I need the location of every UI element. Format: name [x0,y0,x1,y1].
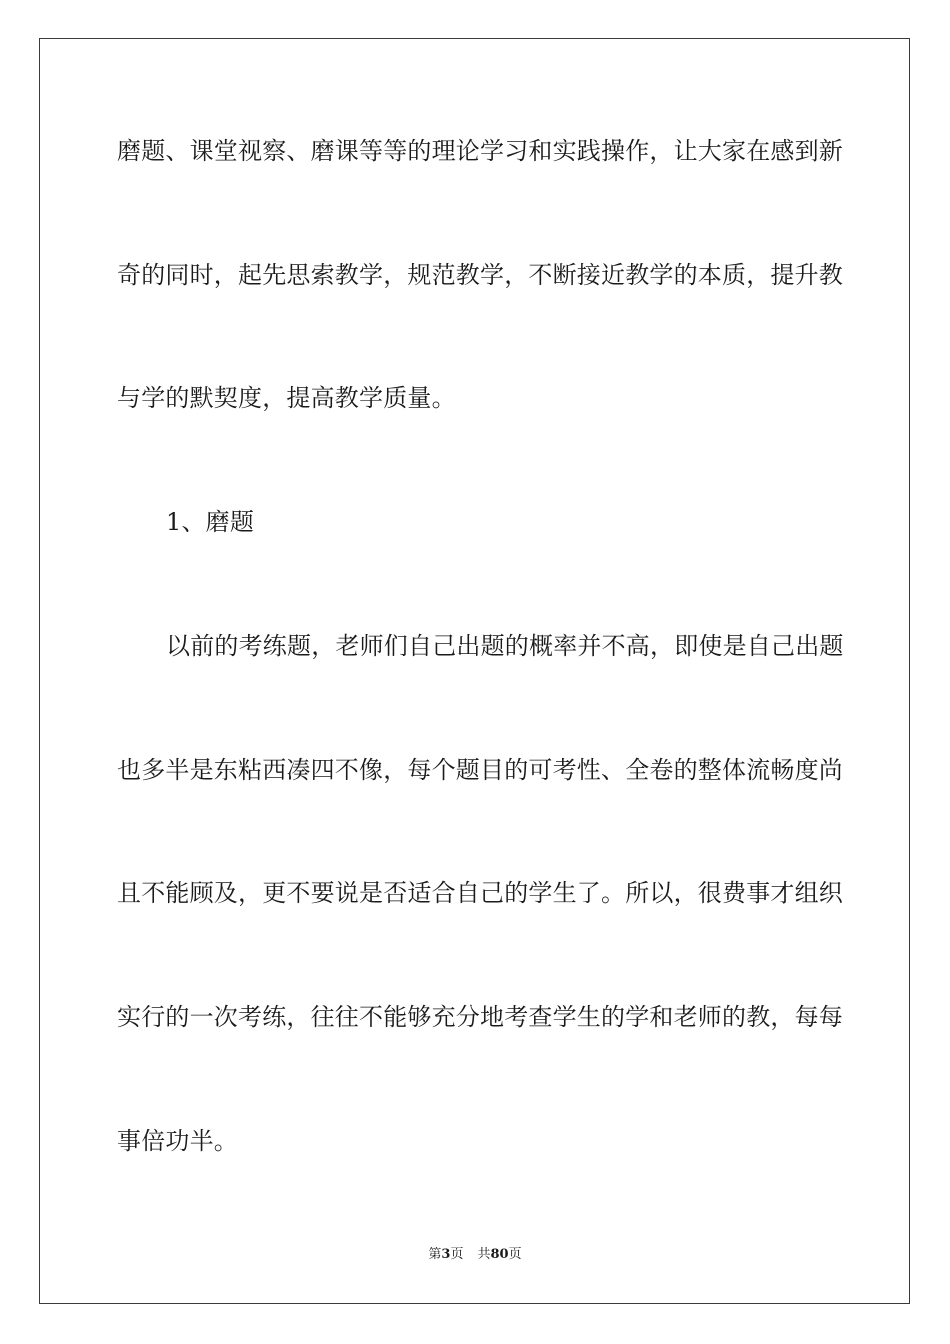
section-heading: 1、磨题 [166,508,255,536]
footer-page-prefix: 第 [428,1247,442,1262]
body-line-2: 奇的同时，起先思索教学，规范教学，不断接近教学的本质，提升教 [117,261,843,289]
footer-page-number: 3 [441,1247,451,1262]
page-border [39,38,910,1304]
body-line-1: 磨题、课堂视察、磨课等等的理论学习和实践操作，让大家在感到新 [117,137,843,165]
footer-total-suffix: 页 [508,1247,522,1262]
body-line-3: 与学的默契度，提高教学质量。 [117,384,456,412]
body-line-8: 实行的一次考练，往往不能够充分地考查学生的学和老师的教，每每 [117,1003,843,1031]
body-line-7: 且不能顾及，更不要说是否适合自己的学生了。所以，很费事才组织 [117,879,843,907]
body-line-9: 事倍功半。 [117,1127,238,1155]
footer-page-suffix: 页 [450,1247,464,1262]
body-line-5: 以前的考练题，老师们自己出题的概率并不高，即使是自己出题 [166,632,844,660]
footer-total-prefix: 共 [477,1247,491,1262]
page-footer [0,1246,950,1264]
body-line-6: 也多半是东粘西凑四不像，每个题目的可考性、全卷的整体流畅度尚 [117,756,843,784]
footer-total-number: 80 [490,1247,509,1262]
